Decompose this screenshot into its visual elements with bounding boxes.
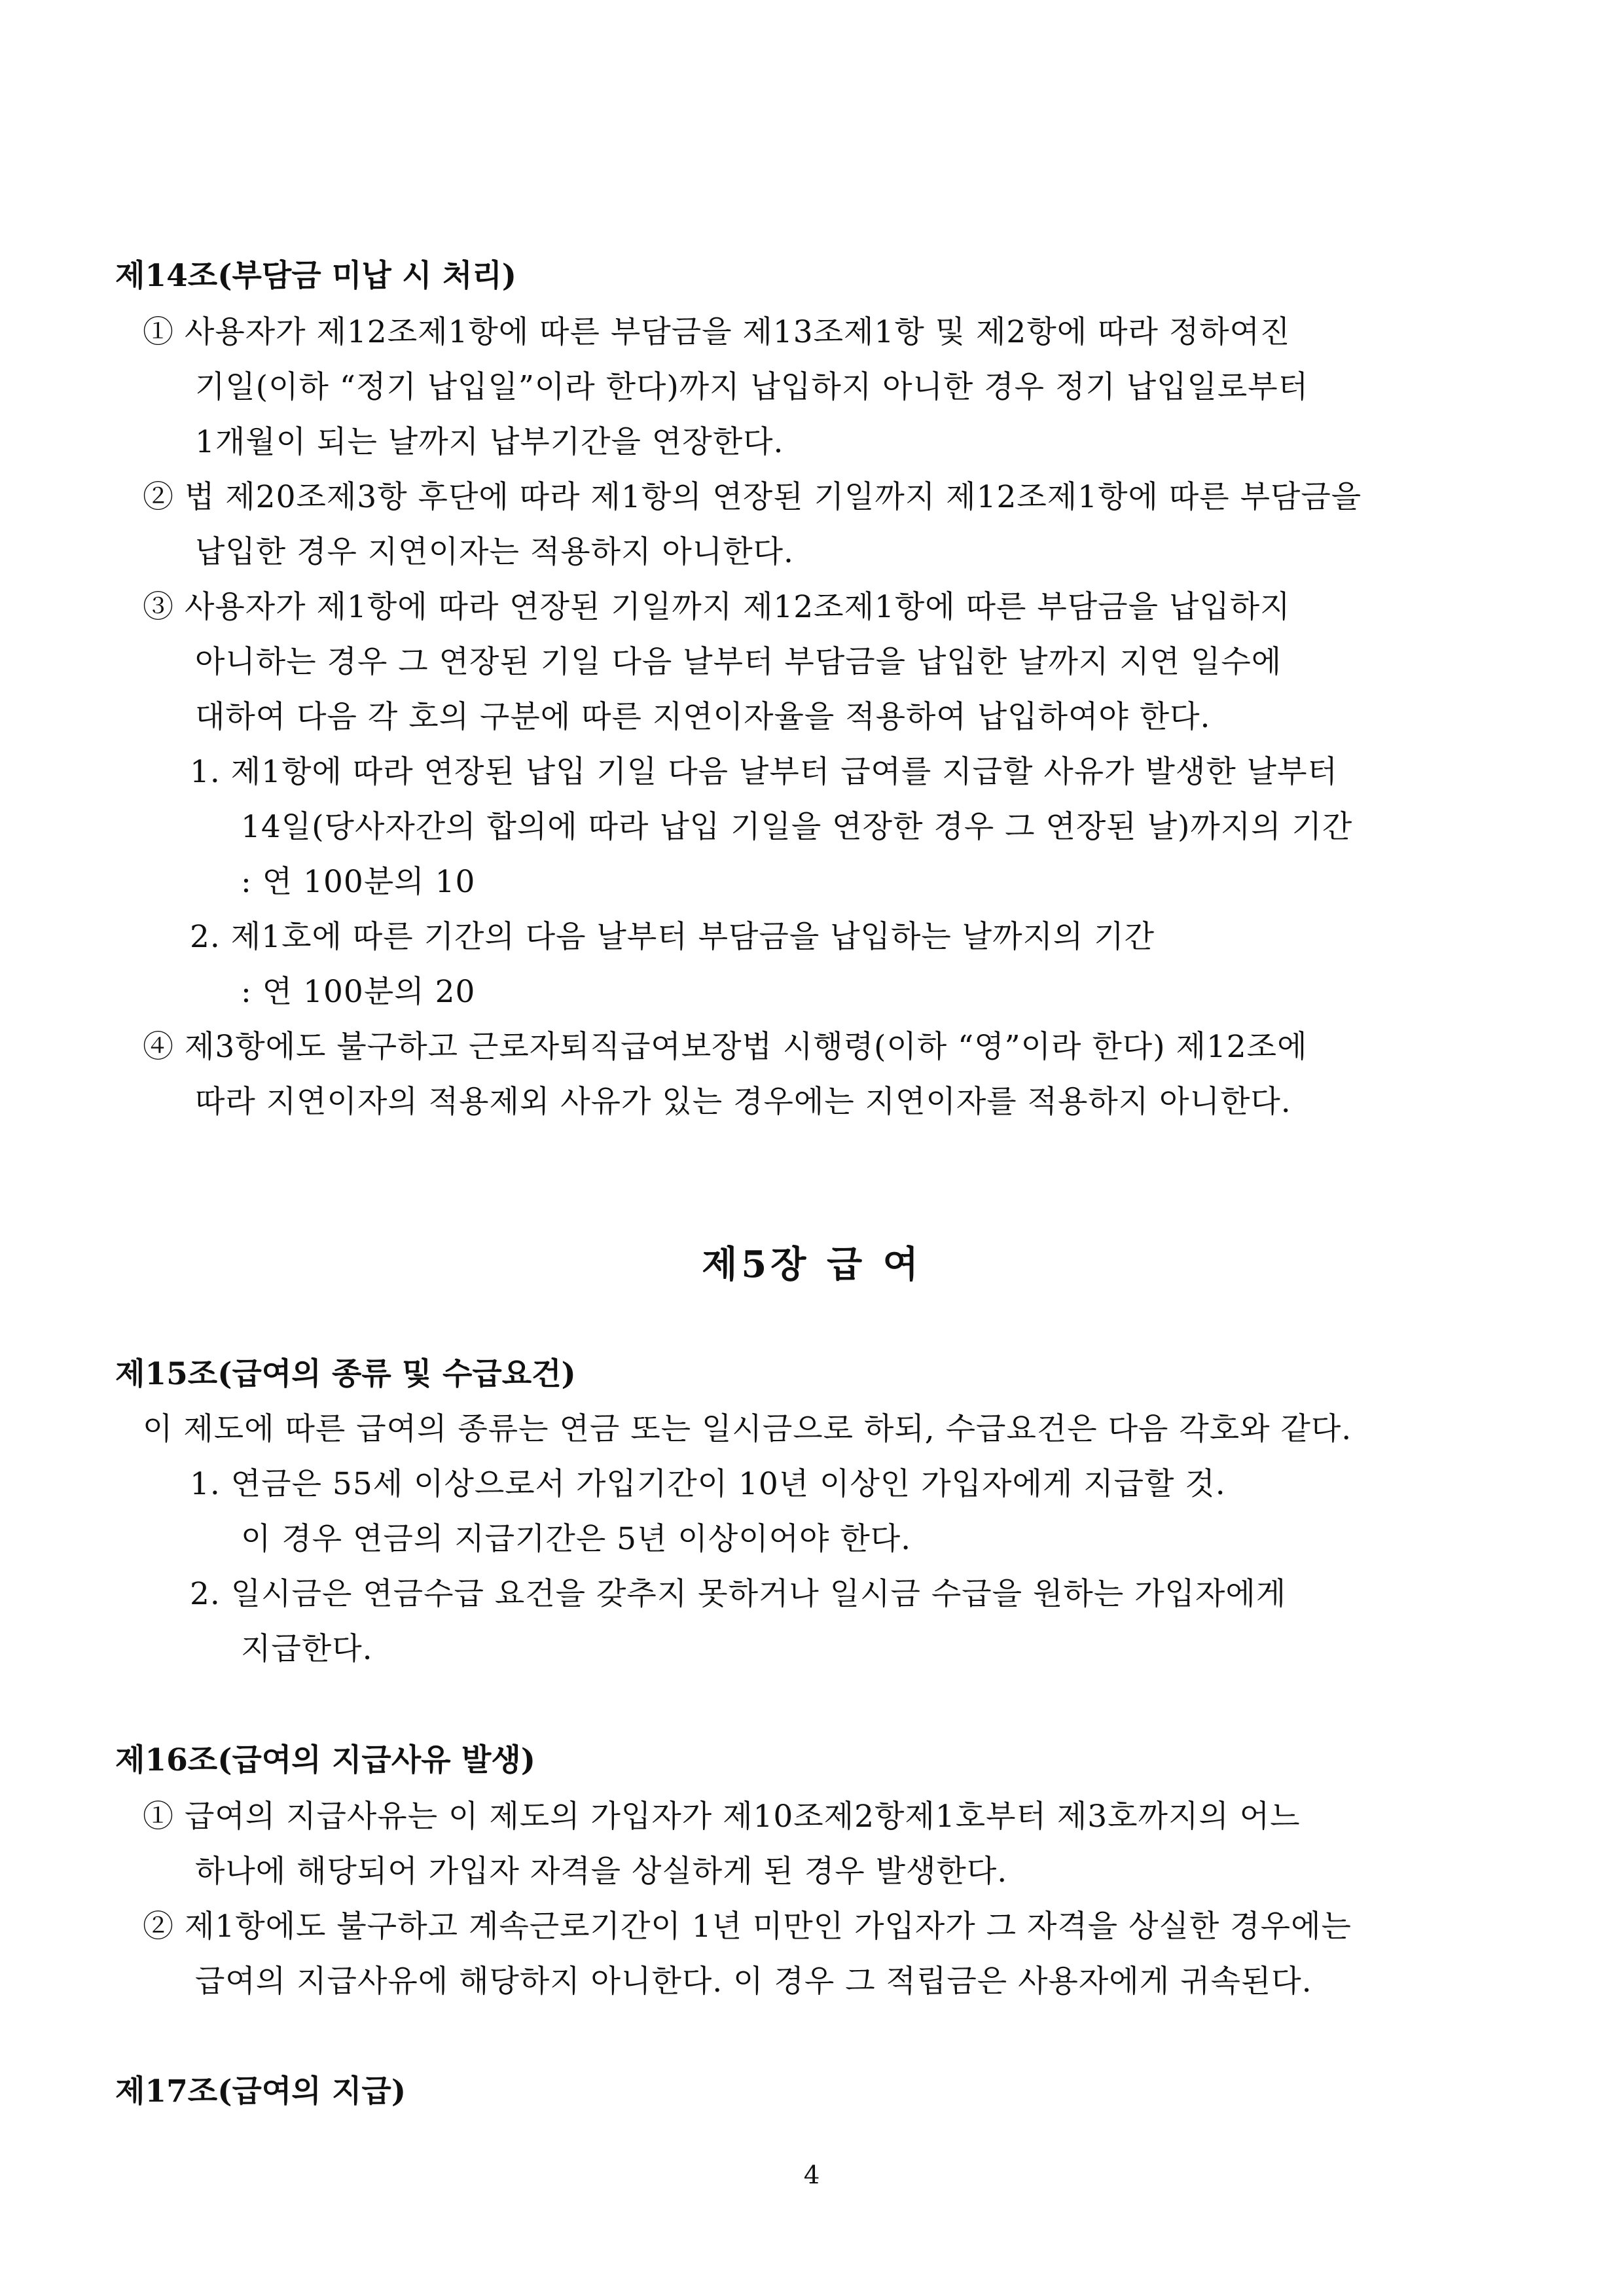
article-14-item-2-line-1: 2. 제1호에 따른 기간의 다음 날부터 부담금을 납입하는 날까지의 기간 (190, 919, 1155, 955)
article-16-para-1-line-1: ① 급여의 지급사유는 이 제도의 가입자가 제10조제2항제1호부터 제3호까지의 어느 (143, 1799, 1301, 1835)
article-14-item-2-rate: : 연 100분의 20 (241, 974, 476, 1010)
article-14-title: 제14조(부담금 미납 시 처리) (115, 258, 516, 294)
article-15-intro: 이 제도에 따른 급여의 종류는 연금 또는 일시금으로 하되, 수급요건은 다음 각호와 같다. (143, 1411, 1352, 1447)
article-15-item-2-line-1: 2. 일시금은 연금수급 요건을 갖추지 못하거나 일시금 수급을 원하는 가입자에게 (190, 1576, 1287, 1612)
chapter-heading: 제5장 급 여 (702, 1243, 922, 1286)
article-14-para-2-line-1: ② 법 제20조제3항 후단에 따라 제1항의 연장된 기일까지 제12조제1항에 따른 부담금을 (143, 479, 1362, 515)
article-15-title: 제15조(급여의 종류 및 수급요건) (115, 1356, 576, 1392)
article-14-para-4-line-2: 따라 지연이자의 적용제외 사유가 있는 경우에는 지연이자를 적용하지 아니한다. (195, 1084, 1291, 1120)
article-14-item-1-line-2: 14일(당사자간의 합의에 따라 납입 기일을 연장한 경우 그 연장된 날)까지의 기간 (241, 809, 1353, 845)
article-14-item-1-rate: : 연 100분의 10 (241, 864, 476, 900)
article-16-para-1-line-2: 하나에 해당되어 가입자 자격을 상실하게 된 경우 발생한다. (195, 1854, 1008, 1890)
article-14-item-1-line-1: 1. 제1항에 따라 연장된 납입 기일 다음 날부터 급여를 지급할 사유가 발생한 날부터 (190, 754, 1338, 790)
article-16-para-2-line-1: ② 제1항에도 불구하고 계속근로기간이 1년 미만인 가입자가 그 자격을 상실한 경우에는 (143, 1909, 1352, 1945)
article-14-para-3-line-3: 대하여 다음 각 호의 구분에 따른 지연이자율을 적용하여 납입하여야 한다. (195, 699, 1211, 735)
article-14-para-3-line-1: ③ 사용자가 제1항에 따라 연장된 기일까지 제12조제1항에 따른 부담금을 납입하지 (143, 589, 1291, 625)
article-14-para-1-line-2: 기일(이하 “정기 납입일”이라 한다)까지 납입하지 아니한 경우 정기 납입일로부터 (195, 369, 1309, 405)
article-17-title: 제17조(급여의 지급) (115, 2073, 406, 2109)
article-16-para-2-line-2: 급여의 지급사유에 해당하지 아니한다. 이 경우 그 적립금은 사용자에게 귀속된다. (195, 1964, 1312, 2000)
article-14-para-1-line-1: ① 사용자가 제12조제1항에 따른 부담금을 제13조제1항 및 제2항에 따라 정하여진 (143, 314, 1291, 350)
article-14-para-4-line-1: ④ 제3항에도 불구하고 근로자퇴직급여보장법 시행령(이하 “영”이라 한다) 제12조에 (143, 1029, 1308, 1065)
article-15-item-1-line-1: 1. 연금은 55세 이상으로서 가입기간이 10년 이상인 가입자에게 지급할 것. (190, 1466, 1226, 1502)
article-14-para-2-line-2: 납입한 경우 지연이자는 적용하지 아니한다. (195, 534, 794, 570)
article-14-para-1-line-3: 1개월이 되는 날까지 납부기간을 연장한다. (195, 424, 784, 460)
article-16-title: 제16조(급여의 지급사유 발생) (115, 1742, 536, 1778)
article-15-item-1-line-2: 이 경우 연금의 지급기간은 5년 이상이어야 한다. (241, 1521, 912, 1557)
page-number: 4 (803, 2161, 821, 2190)
article-15-item-2-line-2: 지급한다. (241, 1631, 373, 1667)
article-14-para-3-line-2: 아니하는 경우 그 연장된 기일 다음 날부터 부담금을 납입한 날까지 지연 일수에 (195, 644, 1282, 680)
